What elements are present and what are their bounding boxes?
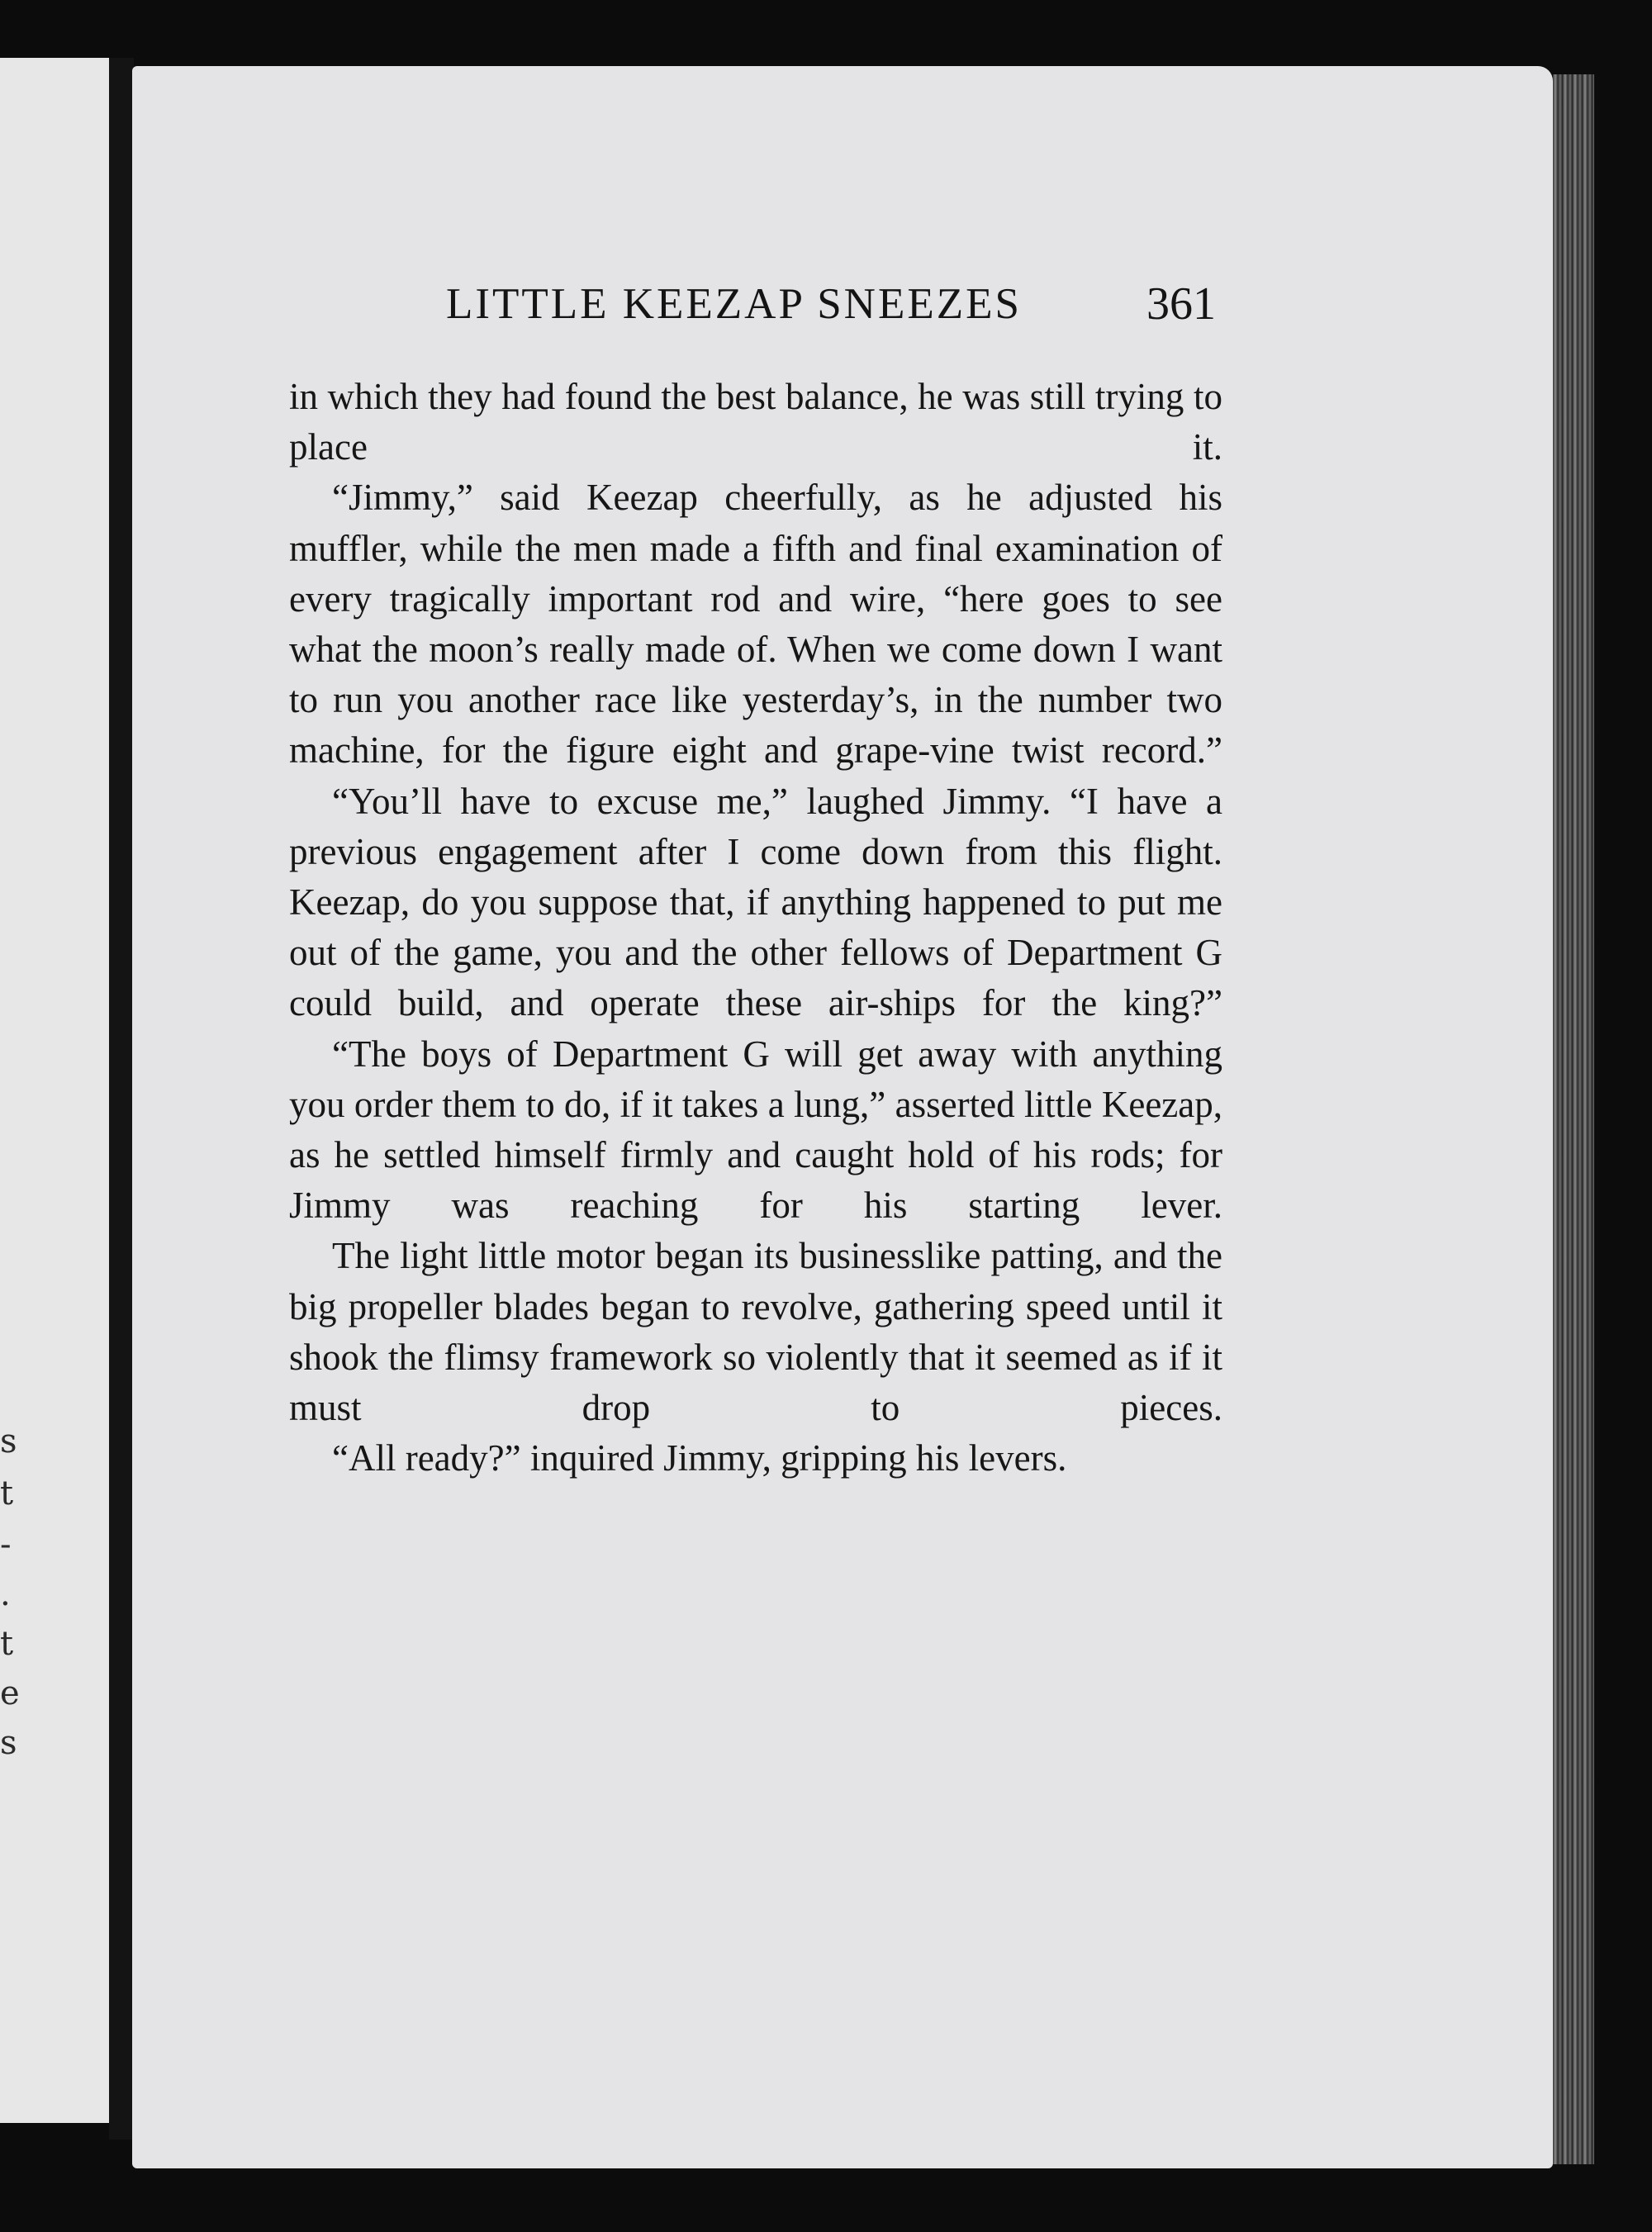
left-page-fragment: s [0, 1724, 17, 1762]
left-page-fragment: s [0, 1422, 17, 1460]
left-page-fragment: . [0, 1575, 11, 1613]
running-head: LITTLE KEEZAP SNEEZES [446, 280, 1022, 328]
left-page-fragment: t [0, 1475, 14, 1513]
left-page-fragment: t [0, 1625, 14, 1663]
page-stack-edge [1553, 74, 1594, 2164]
paragraph: “All ready?” inquired Jimmy, gripping his levers. [332, 1437, 1067, 1479]
page-number: 361 [1146, 278, 1216, 330]
left-page-fragment: e [0, 1674, 20, 1712]
page-body [289, 372, 1222, 1484]
left-facing-page [0, 58, 109, 2123]
page-header [289, 271, 1222, 337]
book-gutter [109, 58, 134, 2139]
paragraph: “The boys of Department G will get away with anything you order them to do, if it takes a lung,” asserted little Keezap, as he settled himself firmly and caught hold of his rods; for Jimmy was reaching for his starting lever. [289, 1033, 1222, 1227]
paragraph: in which they had found the best balance, he was still trying to place it. [289, 376, 1222, 468]
left-page-fragment: - [0, 1526, 12, 1564]
paragraph: The light little motor began its businesslike patting, and the big propeller blades began to revolve, gathering speed until it shook the flimsy framework so violently that it seemed as if it must drop to pieces. [289, 1235, 1222, 1429]
paragraph: “Jimmy,” said Keezap cheerfully, as he adjusted his muffler, while the men made a fifth and final examination of every tragically important rod and wire, “here goes to see what the moon’s really made of. When we come down I want to run you another race like yesterday’s, in the number two machine, for the figure eight and grape-vine twist record.” [289, 477, 1222, 772]
paragraph: “You’ll have to excuse me,” laughed Jimmy. “I have a previous engagement after I come down from this flight. Keezap, do you suppose that, if anything happened to put me out of the game, you and the other fellows of Department G could build, and operate these air-ships for the king?” [289, 780, 1222, 1024]
